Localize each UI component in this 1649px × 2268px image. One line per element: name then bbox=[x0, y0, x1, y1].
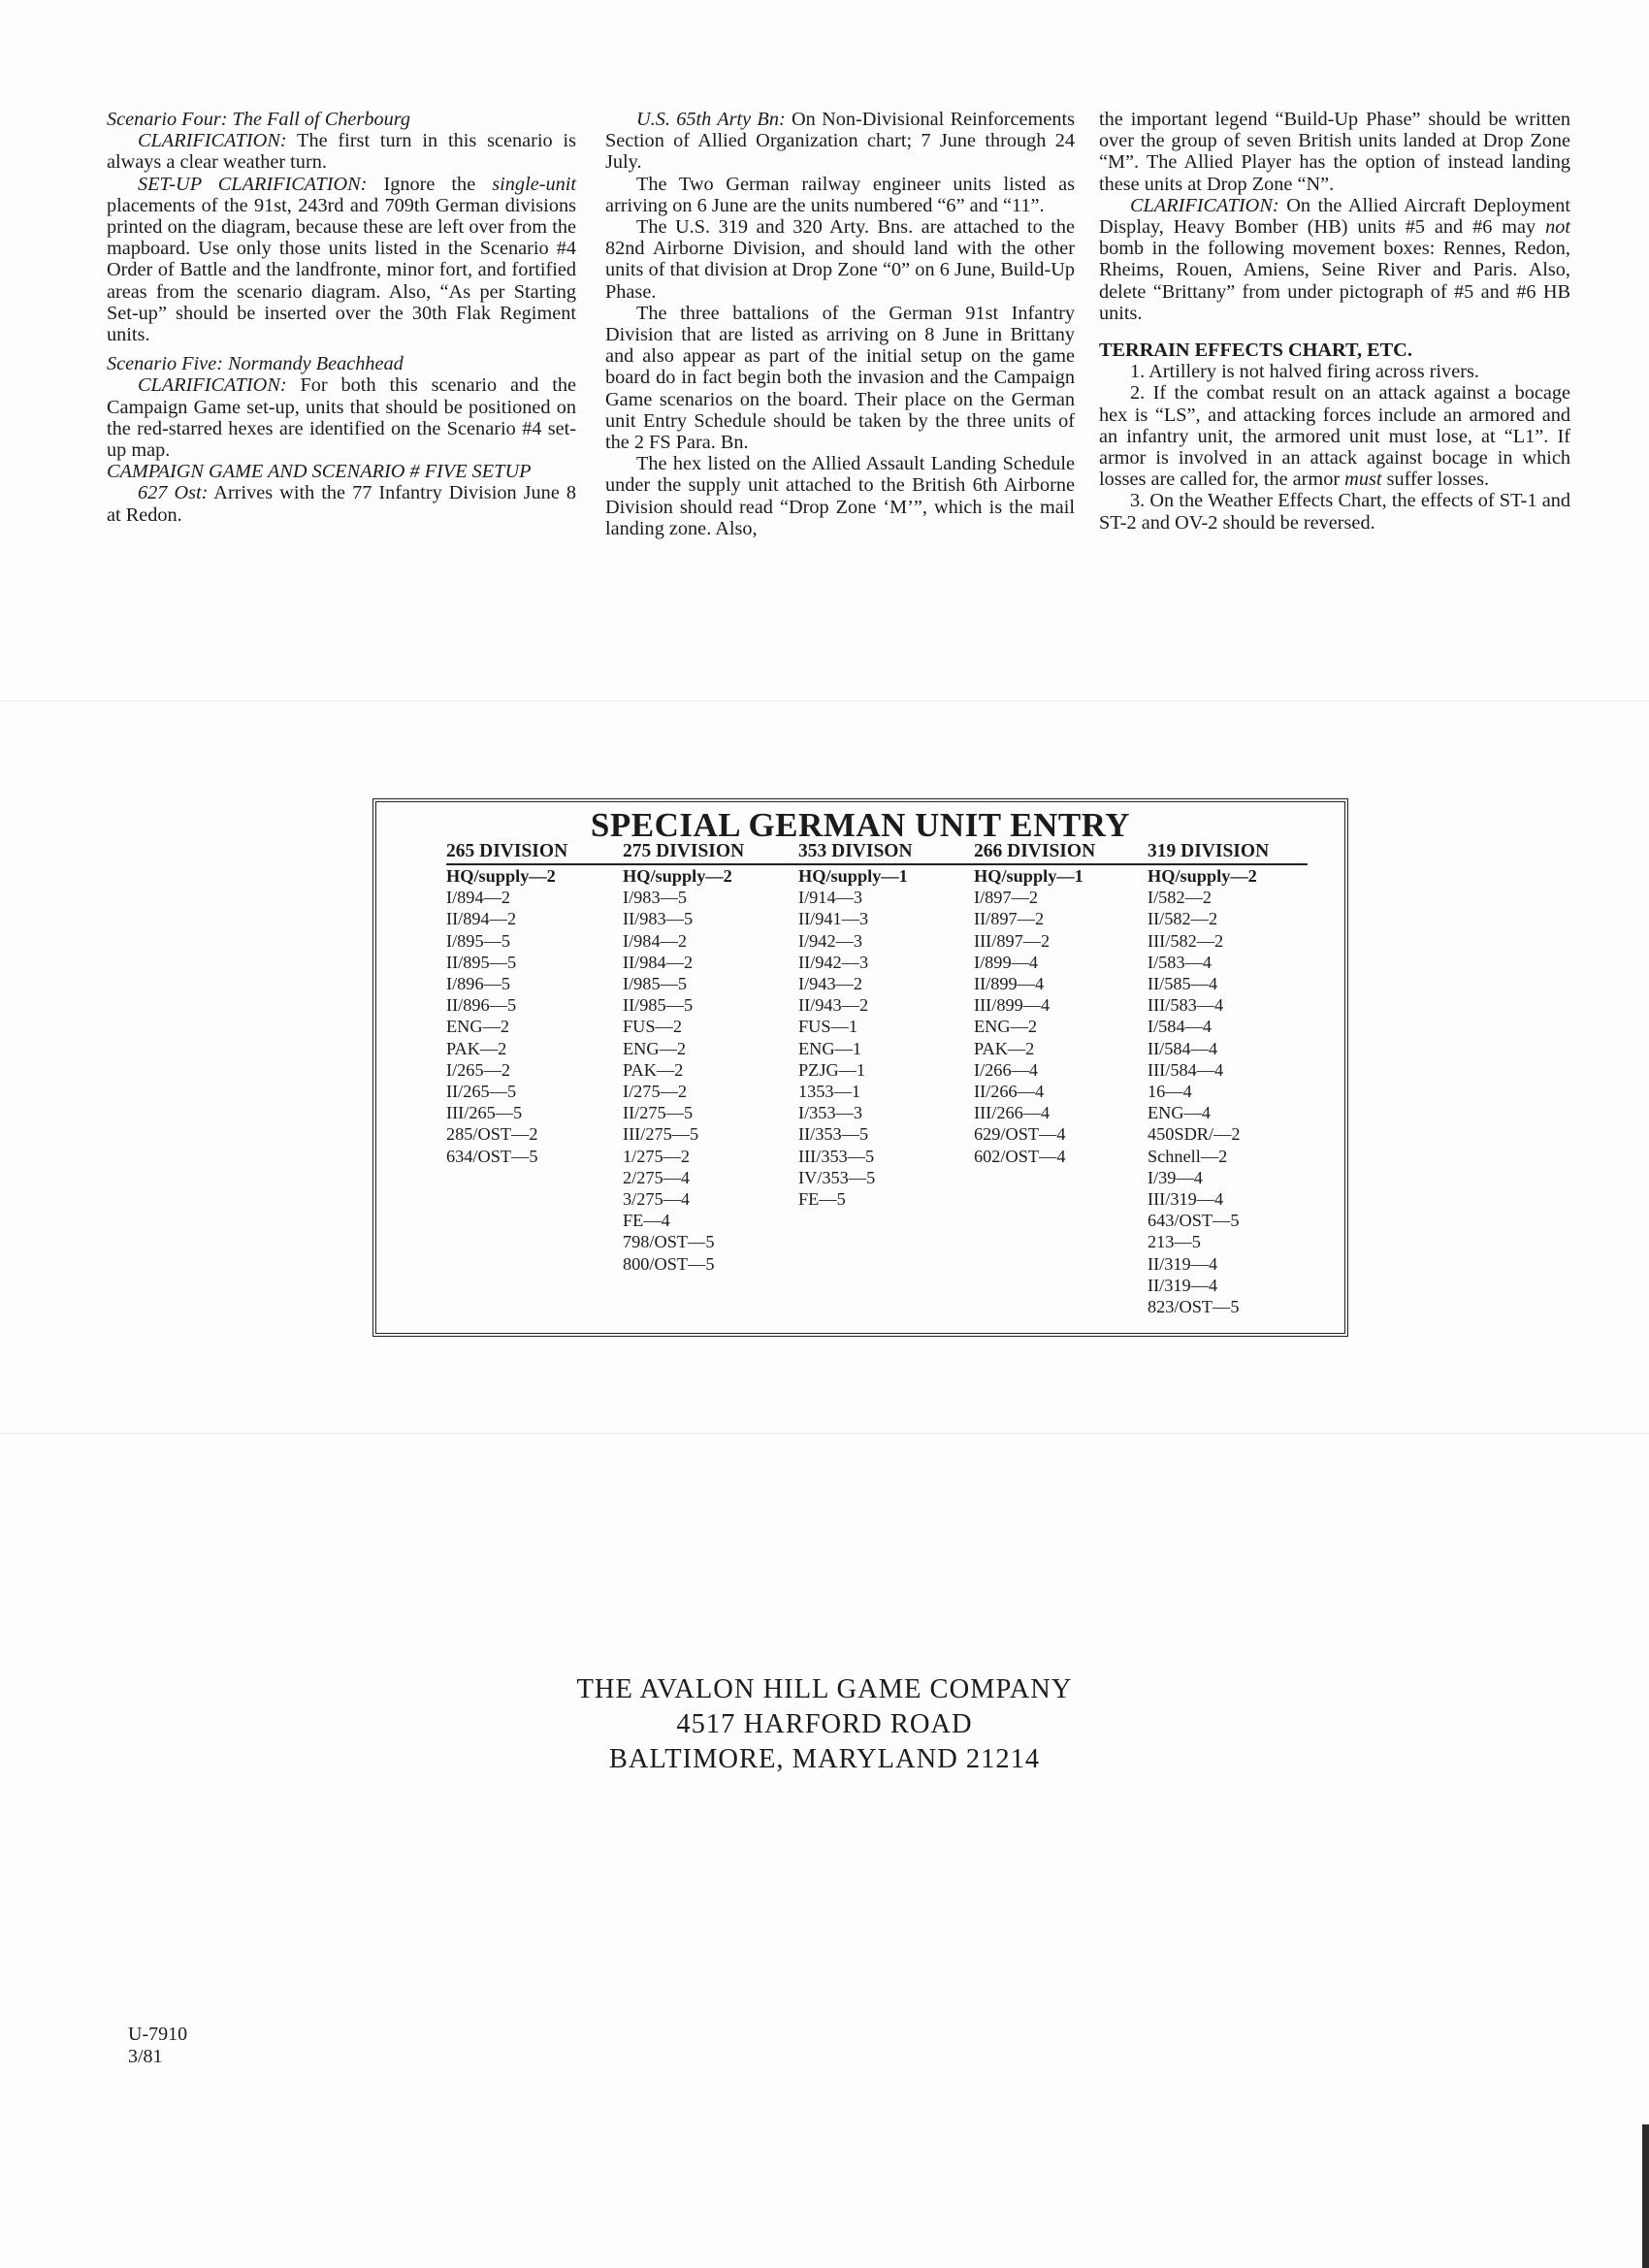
unit-entry: FUS—1 bbox=[798, 1017, 857, 1037]
arty-text: On Non-Divisional Reinforcements Section of Allied Organization chart; 7 June through 24 July. bbox=[605, 109, 1075, 174]
form-code bbox=[128, 2024, 187, 2068]
unit-entry: FUS—2 bbox=[623, 1017, 682, 1037]
unit-entry: ENG—2 bbox=[446, 1017, 509, 1037]
unit-entry: III/897—2 bbox=[974, 930, 1051, 951]
setup-clarification-label: SET-UP CLARIFICATION: bbox=[138, 173, 368, 195]
unit-entry: II/896—5 bbox=[446, 995, 517, 1016]
unit-entry: 285/OST—2 bbox=[446, 1124, 538, 1145]
form-date: 3/81 bbox=[128, 2046, 163, 2067]
unit-entry: I/353—3 bbox=[798, 1103, 863, 1123]
unit-entry: HQ/supply—2 bbox=[446, 866, 556, 886]
unit-entry: I/985—5 bbox=[623, 974, 688, 994]
clarification-label: CLARIFICATION: bbox=[1130, 194, 1279, 216]
arty-attachment-note: The U.S. 319 and 320 Arty. Bns. are attached to the 82nd Airborne Division, and should land with the other units of that division at Drop Zone “0” on 6 June, Build-Up Phase. bbox=[605, 216, 1075, 303]
unit-list bbox=[446, 865, 630, 1167]
clarification-text: The first turn in this scenario is always a clear weather turn. bbox=[107, 130, 576, 174]
ost-627-note bbox=[107, 482, 576, 525]
special-german-unit-entry-table bbox=[372, 798, 1348, 1337]
unit-entry: II/983—5 bbox=[623, 909, 694, 929]
arty-bn-note bbox=[605, 109, 1075, 174]
division-header: 275 DIVISION bbox=[623, 841, 745, 861]
unit-entry: II/353—5 bbox=[798, 1124, 869, 1145]
division-header: 266 DIVISION bbox=[974, 841, 1096, 861]
unit-entry: II/265—5 bbox=[446, 1082, 517, 1102]
unit-entry: I/275—2 bbox=[623, 1082, 688, 1102]
setup-text: placements of the 91st, 243rd and 709th German divisions printed on the diagram, because these are left over from the mapboard. Use only those units listed in the Scenario #4 Order of Battle and the landfronte, minor fort, and fortified areas from the scenario diagram. Also, “As per Starting Set-up” should be inserted over the 30th Flak Regiment units. bbox=[107, 194, 576, 346]
setup-text-italic: single-unit bbox=[492, 173, 577, 195]
unit-entry: III/319—4 bbox=[1148, 1189, 1224, 1210]
unit-entry: 16—4 bbox=[1148, 1082, 1192, 1102]
setup-text-pre: Ignore the bbox=[367, 173, 493, 195]
division-column-275 bbox=[623, 841, 807, 1275]
unit-entry: I/266—4 bbox=[974, 1059, 1039, 1080]
unit-entry: II/266—4 bbox=[974, 1082, 1045, 1102]
unit-entry: I/983—5 bbox=[623, 888, 688, 908]
unit-entry: III/266—4 bbox=[974, 1103, 1051, 1123]
unit-entry: II/319—4 bbox=[1148, 1275, 1218, 1295]
unit-entry: 1353—1 bbox=[798, 1082, 860, 1102]
unit-entry: I/943—2 bbox=[798, 974, 863, 994]
unit-entry: I/914—3 bbox=[798, 888, 863, 908]
unit-entry: ENG—2 bbox=[974, 1017, 1037, 1037]
clarification-label: CLARIFICATION: bbox=[138, 130, 287, 152]
unit-entry: I/942—3 bbox=[798, 930, 863, 951]
railway-engineer-note: The Two German railway engineer units listed as arriving on 6 June are the units numbered “6” and “11”. bbox=[605, 173, 1075, 216]
unit-entry: 823/OST—5 bbox=[1148, 1297, 1240, 1317]
clarification-text-pre: On the Allied Aircraft Deployment Display, Heavy Bomber (HB) units #5 and #6 may bbox=[1099, 194, 1570, 239]
scenario-four-heading: Scenario Four: The Fall of Cherbourg bbox=[107, 109, 411, 130]
division-header: 319 DIVISION bbox=[1148, 841, 1270, 861]
unit-entry: I/584—4 bbox=[1148, 1017, 1212, 1037]
publisher-address bbox=[0, 1672, 1649, 1777]
unit-entry: II/319—4 bbox=[1148, 1253, 1218, 1274]
unit-entry: III/584—4 bbox=[1148, 1059, 1224, 1080]
publisher-city: BALTIMORE, MARYLAND 21214 bbox=[608, 1744, 1041, 1774]
aircraft-clarification bbox=[1099, 195, 1570, 324]
unit-entry: II/585—4 bbox=[1148, 974, 1218, 994]
unit-entry: II/895—5 bbox=[446, 952, 517, 972]
division-column-353 bbox=[798, 841, 983, 1210]
unit-entry: IV/353—5 bbox=[798, 1167, 876, 1187]
unit-list bbox=[798, 865, 983, 1210]
unit-entry: I/583—4 bbox=[1148, 952, 1212, 972]
page-edge-shadow bbox=[1642, 2124, 1649, 2268]
unit-list bbox=[1148, 865, 1332, 1317]
unit-entry: HQ/supply—1 bbox=[798, 866, 908, 886]
unit-entry-title: SPECIAL GERMAN UNIT ENTRY bbox=[590, 806, 1131, 844]
terrain-item-2-post: suffer losses. bbox=[1381, 469, 1490, 491]
fold-line bbox=[0, 1433, 1649, 1434]
text-column-2 bbox=[605, 109, 1075, 539]
unit-entry: 602/OST—4 bbox=[974, 1146, 1066, 1166]
division-column-266 bbox=[974, 841, 1158, 1167]
fold-line bbox=[0, 700, 1649, 701]
unit-entry: III/582—2 bbox=[1148, 930, 1224, 951]
unit-entry: Schnell—2 bbox=[1148, 1146, 1228, 1166]
unit-entry: II/943—2 bbox=[798, 995, 869, 1016]
unit-entry: 798/OST—5 bbox=[623, 1232, 715, 1252]
division-header: 265 DIVISION bbox=[446, 841, 568, 861]
ost-label: 627 Ost: bbox=[138, 482, 209, 504]
unit-entry: 634/OST—5 bbox=[446, 1146, 538, 1166]
unit-entry: ENG—2 bbox=[623, 1038, 686, 1058]
unit-entry: 3/275—4 bbox=[623, 1189, 691, 1210]
unit-entry: 1/275—2 bbox=[623, 1146, 691, 1166]
publisher-street: 4517 HARFORD ROAD bbox=[676, 1709, 973, 1739]
unit-entry: I/265—2 bbox=[446, 1059, 511, 1080]
unit-entry: PAK—2 bbox=[974, 1038, 1035, 1058]
text-column-1 bbox=[107, 109, 576, 526]
unit-entry: II/941—3 bbox=[798, 909, 869, 929]
division-column-319 bbox=[1148, 841, 1332, 1317]
unit-entry: I/899—4 bbox=[974, 952, 1039, 972]
unit-entry: I/897—2 bbox=[974, 888, 1039, 908]
unit-entry: 643/OST—5 bbox=[1148, 1211, 1240, 1231]
unit-entry: FE—4 bbox=[623, 1211, 670, 1231]
build-up-legend-note: the important legend “Build-Up Phase” should be written over the group of seven British units landed at Drop Zone “M”. The Allied Player has the option of instead landing these units at Drop Zone “N”. bbox=[1099, 109, 1570, 195]
unit-entry: III/353—5 bbox=[798, 1146, 875, 1166]
division-header: 353 DIVISON bbox=[798, 841, 913, 861]
scenario-four-setup-clarification bbox=[107, 174, 576, 346]
unit-entry: II/584—4 bbox=[1148, 1038, 1218, 1058]
unit-entry: II/894—2 bbox=[446, 909, 517, 929]
unit-entry: PZJG—1 bbox=[798, 1059, 866, 1080]
unit-entry: 213—5 bbox=[1148, 1232, 1201, 1252]
drop-zone-note: The hex listed on the Allied Assault Landing Schedule under the supply unit attached to the British 6th Airborne Division should read “Drop Zone ‘M’”, which is the mail landing zone. Also, bbox=[605, 453, 1075, 539]
unit-entry: II/897—2 bbox=[974, 909, 1045, 929]
unit-entry: II/275—5 bbox=[623, 1103, 694, 1123]
unit-entry: HQ/supply—1 bbox=[974, 866, 1083, 886]
terrain-item-2 bbox=[1099, 382, 1570, 490]
division-column-265 bbox=[446, 841, 630, 1167]
terrain-item-2-pre: 2. If the combat result on an attack against a bocage hex is “LS”, and attacking forces include an armored and an infantry unit, the armored unit must lose, at “L1”. If armor is involved in an attack against bocage in which losses are called for, the armor bbox=[1099, 382, 1570, 491]
unit-entry: I/895—5 bbox=[446, 930, 511, 951]
unit-entry: II/985—5 bbox=[623, 995, 694, 1016]
unit-entry: II/582—2 bbox=[1148, 909, 1218, 929]
scenario-four-clarification bbox=[107, 130, 576, 173]
text-column-3 bbox=[1099, 109, 1570, 534]
unit-entry: I/39—4 bbox=[1148, 1167, 1203, 1187]
unit-entry: I/896—5 bbox=[446, 974, 511, 994]
unit-entry: II/984—2 bbox=[623, 952, 694, 972]
unit-entry: I/984—2 bbox=[623, 930, 688, 951]
unit-entry: ENG—4 bbox=[1148, 1103, 1211, 1123]
unit-list bbox=[974, 865, 1158, 1167]
terrain-item-1: 1. Artillery is not halved firing across rivers. bbox=[1130, 361, 1479, 383]
scenario-five-heading: Scenario Five: Normandy Beachhead bbox=[107, 353, 404, 375]
terrain-effects-heading: TERRAIN EFFECTS CHART, ETC. bbox=[1099, 340, 1412, 362]
unit-entry: HQ/supply—2 bbox=[1148, 866, 1257, 886]
unit-entry: PAK—2 bbox=[446, 1038, 507, 1058]
infantry-battalions-note: The three battalions of the German 91st Infantry Division that are listed as arriving on 8 June in Brittany and also appear as part of the initial setup on the game board do in fact begin both the invasion and the Campaign Game scenarios on the board. Their place on the German unit Entry Schedule should be taken by the three units of the 2 FS Para. Bn. bbox=[605, 302, 1075, 454]
form-number: U-7910 bbox=[128, 2024, 188, 2045]
campaign-game-heading: CAMPAIGN GAME AND SCENARIO # FIVE SETUP bbox=[107, 461, 532, 483]
unit-entry: I/894—2 bbox=[446, 888, 511, 908]
unit-entry: 450SDR/—2 bbox=[1148, 1124, 1241, 1145]
ost-text: Arrives with the 77 Infantry Division June 8 at Redon. bbox=[107, 482, 576, 526]
scenario-five-clarification bbox=[107, 374, 576, 461]
unit-entry: I/582—2 bbox=[1148, 888, 1212, 908]
terrain-item-3: 3. On the Weather Effects Chart, the effects of ST-1 and ST-2 and OV-2 should be reversed. bbox=[1099, 490, 1570, 534]
unit-entry: III/275—5 bbox=[623, 1124, 699, 1145]
publisher-name: THE AVALON HILL GAME COMPANY bbox=[576, 1674, 1073, 1704]
terrain-item-2-italic: must bbox=[1344, 469, 1382, 491]
unit-entry: PAK—2 bbox=[623, 1059, 684, 1080]
unit-entry: ENG—1 bbox=[798, 1038, 861, 1058]
unit-entry: 2/275—4 bbox=[623, 1167, 691, 1187]
unit-entry: HQ/supply—2 bbox=[623, 866, 732, 886]
unit-list bbox=[623, 865, 807, 1275]
unit-entry: III/899—4 bbox=[974, 995, 1051, 1016]
unit-entry: II/899—4 bbox=[974, 974, 1045, 994]
clarification-text-post: bomb in the following movement boxes: Rennes, Redon, Rheims, Rouen, Amiens, Seine River and Paris. Also, delete “Brittany” from under pictograph of #5 and #6 HB units. bbox=[1099, 238, 1570, 324]
clarification-text-italic: not bbox=[1545, 216, 1570, 239]
unit-entry: II/942—3 bbox=[798, 952, 869, 972]
clarification-label: CLARIFICATION: bbox=[138, 374, 287, 397]
unit-entry: III/583—4 bbox=[1148, 995, 1224, 1016]
clarification-text: For both this scenario and the Campaign Game set-up, units that should be positioned on the red-starred hexes are identified on the Scenario #4 set-up map. bbox=[107, 374, 576, 462]
unit-entry: III/265—5 bbox=[446, 1103, 523, 1123]
unit-entry: 629/OST—4 bbox=[974, 1124, 1066, 1145]
arty-label: U.S. 65th Arty Bn: bbox=[636, 109, 786, 130]
unit-entry: 800/OST—5 bbox=[623, 1253, 715, 1274]
unit-entry: FE—5 bbox=[798, 1189, 846, 1210]
